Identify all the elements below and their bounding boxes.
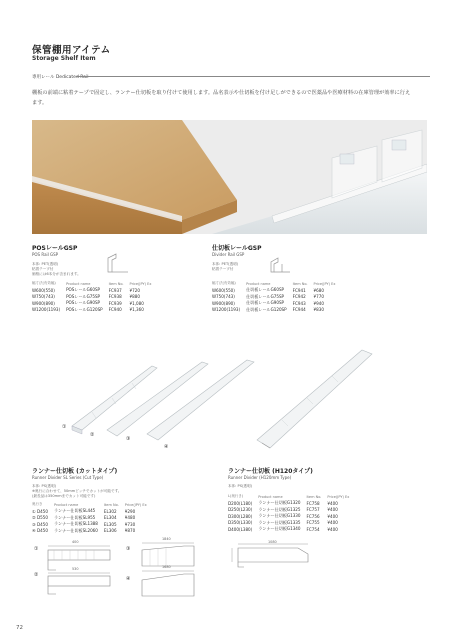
pos-rail-title: POSレールGSP: [32, 245, 78, 252]
runner-sl-notes: 本体: PS(透明) ※奥行に合わせて、50mmピッチでカットが可能です。 (最長品は350mmまでカット可能です): [32, 484, 122, 498]
drawing-marker-3: ③: [126, 546, 131, 552]
table-header-row: L(奥行き) Product name Item No. Price(JPY) Ex: [228, 494, 350, 499]
table-row: D300(L280) ランナー仕切板G1330 FC756 ¥400: [228, 513, 338, 519]
divider-rail-title: 仕切板レールGSP: [212, 245, 262, 252]
table-row: ① D450 ランナー仕切板SL445 EL302 ¥290: [32, 508, 136, 514]
runner-sl-drawings: [34, 537, 209, 600]
pos-rail-profile-drawing: [104, 252, 132, 274]
pos-rail-table: [32, 281, 157, 313]
table-row: W600(550) 仕切板レールG60SP FC941 ¥680: [212, 287, 324, 293]
divider-rail-subtitle: Divider Rail GSP: [212, 252, 245, 257]
table-row: ③ D450 ランナー仕切板SL1388 EL305 ¥730: [32, 521, 136, 527]
runner-g-drawing: [228, 540, 318, 570]
table-row: W900(890) POSレールG90SP FC939 ¥1,080: [32, 300, 144, 306]
table-header-row: 幅寸法(有効幅) Product name Item No. Price(JPY) Ex: [212, 281, 336, 286]
drawing-marker-4: ④: [126, 576, 131, 582]
table-row: ④ D450 ランナー仕切板SL2060 EL306 ¥870: [32, 527, 136, 534]
dim-label-3: 1840: [162, 537, 171, 541]
table-row: D200(L180) ランナー仕切板G1320 FC758 ¥400: [228, 500, 338, 506]
table-row: D350(L330) ランナー仕切板G1335 FC755 ¥400: [228, 519, 338, 526]
table-row: W900(890) 仕切板レールG90SP FC943 ¥940: [212, 300, 324, 306]
pos-rail-notes: 本体: PET(透明) 粘着テープ付 価格には6本分が含まれます。: [32, 262, 81, 276]
pos-rail-section: [32, 243, 157, 313]
runner-g-notes: 本体: PS(透明): [228, 484, 252, 488]
rail-product-photo: [32, 120, 427, 234]
divider-rail-profile-drawing: [268, 254, 294, 274]
runner-sl-subtitle: Runner Divider SL Series (Cut Type): [32, 475, 104, 480]
table-row: W750(743) 仕切板レールG75SP FC942 ¥770: [212, 293, 324, 300]
page-title: 保管棚用アイテム: [32, 45, 111, 56]
runner-sl-table: [32, 502, 153, 534]
table-row: D400(L380) ランナー仕切板G1340 FC754 ¥400: [228, 526, 338, 532]
photo-marker-1: ①: [62, 424, 67, 430]
runner-divider-photo: [32, 348, 427, 460]
table-row: W750(743) POSレールG75SP FC938 ¥880: [32, 293, 140, 300]
runner-sl-title: ランナー仕切板 (カットタイプ): [32, 468, 118, 475]
runner-g-table: [228, 494, 355, 533]
runner-g-title: ランナー仕切板 (H120タイプ): [228, 468, 313, 475]
table-header-row: 幅寸法(有効幅) Product name Item No. Price(JPY) Ex: [32, 281, 152, 286]
photo-marker-3: ③: [126, 436, 131, 442]
photo-marker-4: ④: [164, 444, 169, 450]
runner-g-subtitle: Runner Divider (H120mm Type): [228, 475, 292, 480]
drawing-marker-1: ①: [34, 546, 39, 552]
drawing-marker-2: ②: [34, 572, 39, 578]
table-row: D250(L230) ランナー仕切板G1325 FC757 ¥400: [228, 506, 338, 513]
dim-label-4: 1680: [162, 565, 171, 569]
table-row: ② D550 ランナー仕切板SL955 EL304 ¥480: [32, 514, 136, 521]
divider-rail-table: [212, 281, 341, 313]
table-row: W1200(1193) 仕切板レールG120SP FC944 ¥830: [212, 306, 324, 313]
dim-label-2: 530: [72, 567, 79, 571]
table-header-row: 奥行き Product name Item No. Price(JPY) Ex: [32, 502, 147, 507]
intro-text: 棚板の前端に粘着テープで固定し、ランナー仕切板を取り付けて使用します。品名表示や仕切板を付け足しができるので医薬品や医療材料の在庫管理が効率に行えます。: [32, 90, 411, 106]
runner-g-section: [228, 466, 355, 533]
table-row: W600(550) POSレールG60SP FC937 ¥720: [32, 287, 140, 293]
pos-rail-subtitle: POS Rail GSP: [32, 252, 59, 257]
dim-label-1: 400: [72, 540, 79, 544]
dim-label-g: 1080: [268, 540, 277, 544]
table-row: W1200(1193) POSレールG120SP FC940 ¥1,360: [32, 306, 144, 313]
divider-rail-notes: 本体: PET(透明) 粘着テープ付: [212, 262, 239, 271]
page-number: 72: [16, 625, 23, 631]
section-divider: [76, 76, 430, 77]
section-label: 専用レール Dedicated Rail: [32, 75, 89, 80]
photo-marker-2: ②: [90, 432, 95, 438]
runner-sl-section: [32, 466, 153, 534]
page-subtitle: Storage Shelf Item: [32, 55, 96, 62]
